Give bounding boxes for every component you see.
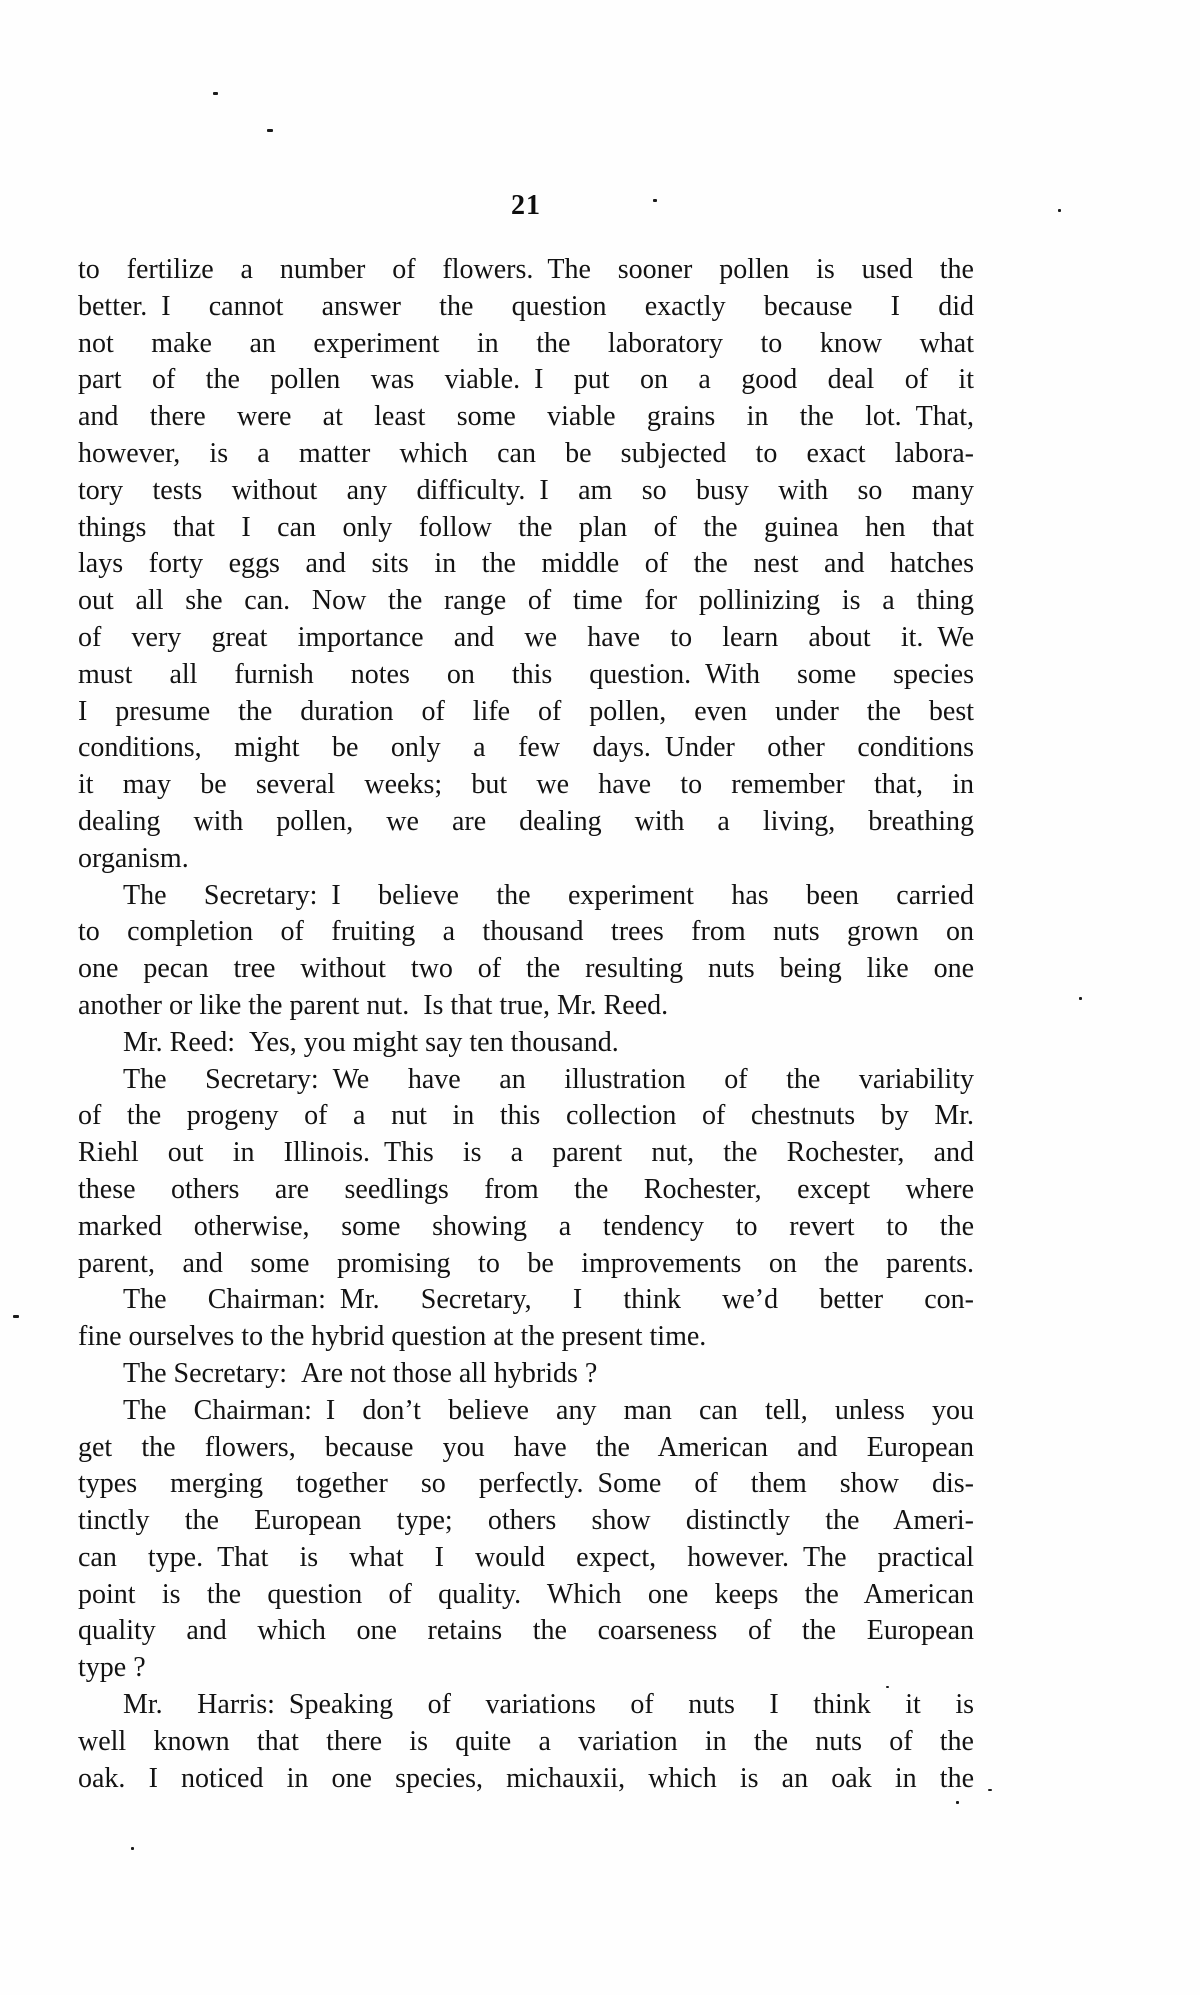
text-line: tory tests without any difficulty. I am so busy with so many bbox=[78, 474, 974, 506]
text-line: of very great importance and we have to learn about it. We bbox=[78, 621, 974, 653]
scan-speck bbox=[1058, 209, 1061, 212]
text-line: part of the pollen was viable. I put on a good deal of it bbox=[78, 364, 974, 396]
text-line: tinctly the European type; others show distinctly the Ameri- bbox=[78, 1505, 974, 1537]
text-line: another or like the parent nut. Is that true, Mr. Reed. bbox=[78, 989, 669, 1021]
page-number: 21 bbox=[511, 190, 541, 221]
scan-speck bbox=[653, 199, 657, 202]
text-line: must all furnish notes on this question. With some species bbox=[78, 658, 974, 690]
text-line: point is the question of quality. Which one keeps the American bbox=[78, 1578, 974, 1610]
page-text bbox=[78, 252, 974, 1797]
text-line: Mr. Harris: Speaking of variations of nuts I think it is bbox=[123, 1689, 974, 1721]
text-line: fine ourselves to the hybrid question at the present time. bbox=[78, 1321, 707, 1353]
text-line: I presume the duration of life of pollen, even under the best bbox=[78, 695, 974, 727]
scan-speck bbox=[267, 129, 273, 132]
scan-speck bbox=[131, 1847, 134, 1850]
text-line: types merging together so perfectly. Some of them show dis- bbox=[78, 1468, 974, 1500]
scan-speck bbox=[1079, 997, 1082, 1000]
text-line: out all she can. Now the range of time for pollinizing is a thing bbox=[78, 585, 974, 617]
text-line: of the progeny of a nut in this collection of chestnuts by Mr. bbox=[78, 1100, 974, 1132]
text-line: not make an experiment in the laboratory to know what bbox=[78, 327, 974, 359]
text-line: dealing with pollen, we are dealing with a living, breathing bbox=[78, 805, 974, 837]
text-line: type ? bbox=[78, 1652, 146, 1684]
text-line: however, is a matter which can be subjected to exact labora- bbox=[78, 437, 974, 469]
scan-speck bbox=[13, 1315, 19, 1318]
text-line: get the flowers, because you have the American and European bbox=[78, 1431, 974, 1463]
scan-speck bbox=[988, 1789, 992, 1791]
scan-speck bbox=[956, 1801, 959, 1804]
text-line: one pecan tree without two of the resulting nuts being like one bbox=[78, 953, 974, 985]
scan-speck bbox=[886, 1686, 889, 1688]
text-line: better. I cannot answer the question exactly because I did bbox=[78, 290, 974, 322]
text-line: conditions, might be only a few days. Under other conditions bbox=[78, 732, 974, 764]
text-line: these others are seedlings from the Rochester, except where bbox=[78, 1173, 974, 1205]
text-line: to fertilize a number of flowers. The sooner pollen is used the bbox=[78, 254, 974, 285]
text-line: well known that there is quite a variation in the nuts of the bbox=[78, 1725, 974, 1757]
text-line: it may be several weeks; but we have to remember that, in bbox=[78, 769, 974, 801]
text-line: marked otherwise, some showing a tendency to revert to the bbox=[78, 1210, 974, 1242]
text-line: The Secretary: We have an illustration of the variability bbox=[123, 1063, 974, 1095]
text-line: parent, and some promising to be improvements on the parents. bbox=[78, 1247, 974, 1279]
text-line: The Secretary: I believe the experiment has been carried bbox=[123, 879, 974, 911]
text-line: The Chairman: I don’t believe any man can tell, unless you bbox=[123, 1394, 974, 1426]
text-line: things that I can only follow the plan of the guinea hen that bbox=[78, 511, 974, 543]
text-line: and there were at least some viable grains in the lot. That, bbox=[78, 401, 974, 433]
scan-speck bbox=[213, 92, 218, 95]
text-line: The Chairman: Mr. Secretary, I think we’d better con- bbox=[123, 1284, 974, 1316]
text-line: Riehl out in Illinois. This is a parent nut, the Rochester, and bbox=[78, 1137, 974, 1169]
text-line: organism. bbox=[78, 842, 189, 874]
text-line: lays forty eggs and sits in the middle of the nest and hatches bbox=[78, 548, 974, 580]
text-line: quality and which one retains the coarseness of the European bbox=[78, 1615, 974, 1647]
text-line: to completion of fruiting a thousand trees from nuts grown on bbox=[78, 916, 974, 948]
text-line: Mr. Reed: Yes, you might say ten thousand. bbox=[123, 1026, 619, 1058]
text-line: oak. I noticed in one species, michauxii, which is an oak in the bbox=[78, 1762, 974, 1794]
text-line: The Secretary: Are not those all hybrids ? bbox=[123, 1357, 598, 1389]
text-line: can type. That is what I would expect, however. The practical bbox=[78, 1541, 974, 1573]
